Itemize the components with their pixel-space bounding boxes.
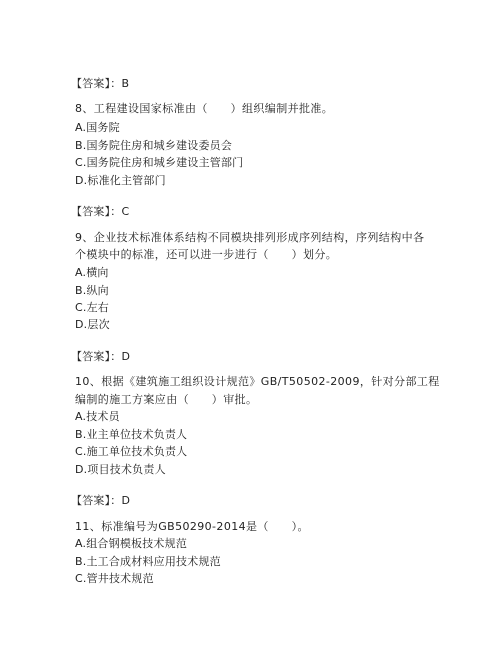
question-10-option-d: D.项目技术负责人 (75, 463, 166, 476)
answer-label: 【答案】：D (71, 350, 131, 363)
question-9-option-c: C.左右 (75, 301, 109, 314)
question-8-option-a: A.国务院 (75, 121, 120, 134)
question-8-text: 8、工程建设国家标准由（ ）组织编制并批准。 (75, 102, 334, 115)
question-9-option-d: D.层次 (75, 318, 110, 331)
question-11-text: 11、标准编号为GB50290-2014是（ ）。 (75, 520, 309, 533)
question-8-option-d: D.标准化主管部门 (75, 174, 166, 187)
question-10-text-line-2: 编制的施工方案应由（ ）审批。 (75, 393, 258, 406)
question-9-text-line-2: 个模块中的标准，还可以进一步进行（ ）划分。 (75, 248, 338, 261)
question-10-option-b: B.业主单位技术负责人 (75, 428, 188, 441)
question-10-option-a: A.技术员 (75, 410, 120, 423)
answer-label: 【答案】：B (71, 77, 130, 90)
question-10-option-c: C.施工单位技术负责人 (75, 445, 188, 458)
question-8-option-c: C.国务院住房和城乡建设主管部门 (75, 156, 244, 169)
question-9-option-b: B.纵向 (75, 284, 109, 297)
question-8-option-b: B.国务院住房和城乡建设委员会 (75, 139, 233, 152)
question-11-option-b: B.土工合成材料应用技术规范 (75, 555, 221, 568)
answer-label: 【答案】：D (71, 494, 131, 507)
question-11-option-a: A.组合钢模板技术规范 (75, 537, 188, 550)
question-9-option-a: A.横向 (75, 266, 109, 279)
question-10-text-line-1: 10、根据《建筑施工组织设计规范》GB/T50502-2009，针对分部工程 (75, 375, 440, 388)
question-11-option-c: C.管井技术规范 (75, 572, 154, 585)
answer-label: 【答案】：C (71, 205, 130, 218)
question-9-text-line-1: 9、企业技术标准体系结构不同模块排列形成序列结构，序列结构中各 (75, 231, 425, 244)
